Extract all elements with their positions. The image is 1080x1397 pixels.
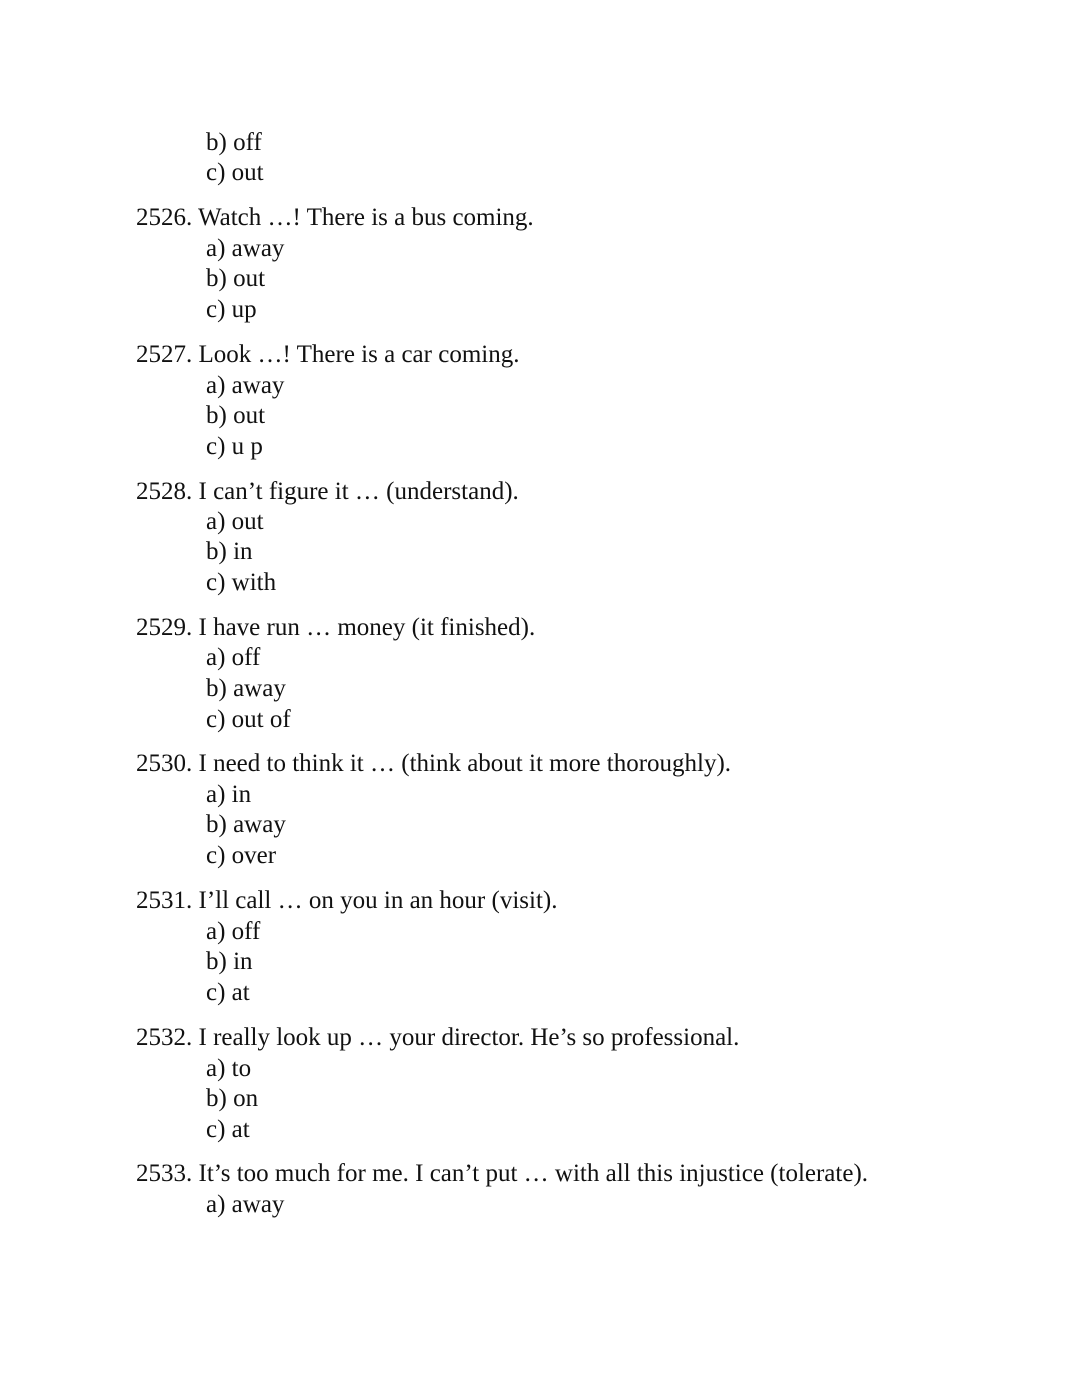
option-2530-c: c) over xyxy=(206,842,277,869)
option-2528-a: a) out xyxy=(206,508,264,535)
option-2531-a: a) off xyxy=(206,918,261,945)
option-2526-b: b) out xyxy=(206,265,266,292)
option-2529-a: a) off xyxy=(206,644,261,671)
option-2528-c: c) with xyxy=(206,569,277,596)
continued-option: c) out xyxy=(206,159,264,186)
question-2527: 2527. Look …! There is a car coming. xyxy=(136,341,520,368)
option-2532-b: b) on xyxy=(206,1085,259,1112)
option-2528-b: b) in xyxy=(206,538,253,565)
option-2527-b: b) out xyxy=(206,402,266,429)
option-2529-c: c) out of xyxy=(206,706,291,733)
question-2532: 2532. I really look up … your director. He’s so professional. xyxy=(136,1024,740,1051)
option-2526-a: a) away xyxy=(206,235,285,262)
option-2531-b: b) in xyxy=(206,948,253,975)
question-2530: 2530. I need to think it … (think about it more thoroughly). xyxy=(136,750,732,777)
option-2532-a: a) to xyxy=(206,1055,252,1082)
question-2526: 2526. Watch …! There is a bus coming. xyxy=(136,204,534,231)
option-2527-a: a) away xyxy=(206,372,285,399)
option-2533-a: a) away xyxy=(206,1191,285,1218)
question-2531: 2531. I’ll call … on you in an hour (visit). xyxy=(136,887,558,914)
question-2533: 2533. It’s too much for me. I can’t put … with all this injustice (tolerate). xyxy=(136,1160,869,1187)
continued-option: b) off xyxy=(206,129,262,156)
option-2530-a: a) in xyxy=(206,781,252,808)
option-2529-b: b) away xyxy=(206,675,286,702)
question-2529: 2529. I have run … money (it finished). xyxy=(136,614,536,641)
option-2532-c: c) at xyxy=(206,1116,250,1143)
option-2527-c: c) u p xyxy=(206,433,263,460)
option-2526-c: c) up xyxy=(206,296,257,323)
question-2528: 2528. I can’t figure it … (understand). xyxy=(136,478,519,505)
option-2531-c: c) at xyxy=(206,979,250,1006)
option-2530-b: b) away xyxy=(206,811,286,838)
